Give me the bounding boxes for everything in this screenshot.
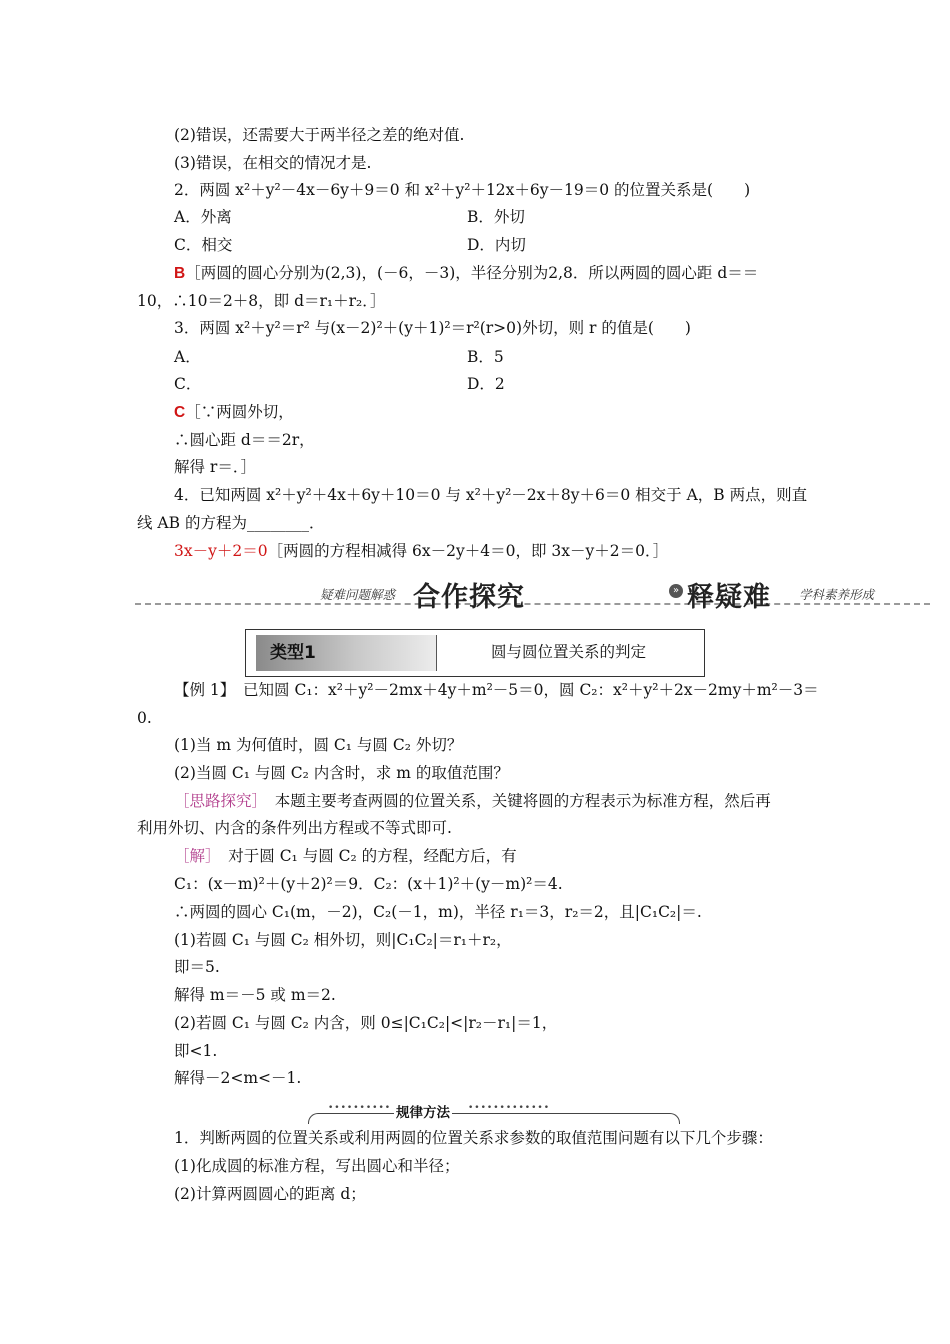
text-line [137, 291, 386, 311]
text-line [174, 263, 758, 284]
text-line [137, 708, 152, 728]
banner-title-right: 释疑难 [687, 582, 771, 613]
line-text: 10，∴10＝2＋8，即 d＝r₁＋r₂．］ [137, 292, 386, 310]
text-line [174, 902, 702, 922]
line-text: ∴圆心距 d＝＝2r， [174, 431, 315, 449]
line-text: (2)计算两圆圆心的距离 d； [174, 1185, 366, 1203]
answer-letter: C [174, 404, 186, 421]
type-title: 圆与圆位置关系的判定 [491, 643, 647, 661]
line-text: ［两圆的方程相减得 6x－2y＋4＝0，即 3x－y＋2＝0．］ [267, 542, 669, 560]
method-strip [308, 1101, 680, 1123]
method-arc [308, 1113, 680, 1124]
line-text: 【例 1】 已知圆 C₁：x²＋y²－2mx＋4y＋m²－5＝0，圆 C₂：x²＋y²＋2x－2my＋m²－3＝ [174, 681, 819, 699]
line-text: 对于圆 C₁ 与圆 C₂ 的方程，经配方后，有 [212, 847, 517, 865]
type-box-divider [436, 635, 437, 671]
line-text: (1)若圆 C₁ 与圆 C₂ 相外切，则|C₁C₂|＝r₁＋r₂， [174, 931, 512, 949]
line-text: D．2 [467, 375, 505, 393]
text-line [174, 1128, 773, 1148]
text-line [174, 1013, 557, 1033]
line-text: (2)当圆 C₁ 与圆 C₂ 内含时，求 m 的取值范围？ [174, 764, 509, 782]
line-text: (3)错误，在相交的情况才是. [174, 154, 372, 172]
text-line [467, 374, 505, 394]
line-text: D．内切 [467, 236, 526, 254]
section-banner [135, 575, 930, 611]
line-text: 1．判断两圆的位置关系或利用两圆的位置关系求参数的取值范围问题有以下几个步骤： [174, 1129, 773, 1147]
text-line [174, 1068, 301, 1088]
text-line [174, 1156, 459, 1176]
method-dots-left: •••••••••• [328, 1103, 392, 1113]
text-line [174, 235, 232, 255]
text-line [174, 374, 201, 394]
text-line [174, 985, 336, 1005]
text-line [174, 180, 750, 200]
line-text: 解得－2<m<－1. [174, 1069, 302, 1087]
text-line [174, 207, 232, 227]
text-line [174, 485, 807, 505]
line-text: 2．两圆 x²＋y²－4x－6y＋9＝0 和 x²＋y²＋12x＋6y－19＝0 的位置关系是( ) [174, 181, 751, 199]
line-text: C₁：(x－m)²＋(y＋2)²＝9．C₂：(x＋1)²＋(y－m)²＝4. [174, 875, 563, 893]
text-line [174, 1041, 217, 1061]
text-line [174, 957, 220, 977]
line-text: (1)当 m 为何值时，圆 C₁ 与圆 C₂ 外切？ [174, 736, 463, 754]
answer-text: 3x－y＋2＝0 [174, 542, 268, 560]
text-line [467, 207, 525, 227]
text-line [174, 402, 294, 423]
line-text: B．5 [467, 348, 504, 366]
text-line [467, 235, 526, 255]
text-line [174, 347, 201, 367]
line-text: 解得 r＝．］ [174, 458, 257, 476]
text-line [174, 541, 668, 561]
text-line [137, 818, 452, 838]
line-text: A． [174, 348, 201, 366]
double-arrow-icon: » [669, 584, 683, 598]
line-text: C．相交 [174, 236, 233, 254]
text-line [174, 1184, 366, 1204]
line-text: B．外切 [467, 208, 525, 226]
method-dots-right: ••••••••••••• [468, 1103, 551, 1113]
line-text: 解得 m＝－5 或 m＝2. [174, 986, 336, 1004]
type-label: 类型1 [270, 643, 316, 663]
line-text: 即＝5. [174, 958, 220, 976]
text-line [137, 513, 324, 533]
line-text: 线 AB 的方程为________． [137, 514, 325, 532]
line-text: ［∵两圆外切， [185, 403, 294, 421]
line-text: 即<1. [174, 1042, 218, 1060]
line-text: ∴两圆的圆心 C₁(m，－2)，C₂(－1，m)，半径 r₁＝3，r₂＝2，且|C₁C₂|＝. [174, 903, 702, 921]
text-line [174, 735, 462, 755]
section-tag: ［思路探究］ [174, 792, 260, 810]
text-line [174, 846, 517, 866]
section-tag: ［解］ [174, 847, 213, 865]
text-line [174, 763, 509, 783]
banner-title-left: 合作探究 [413, 582, 525, 613]
method-label: 规律方法 [394, 1101, 452, 1121]
line-text: 本题主要考查两圆的位置关系，关键将圆的方程表示为标准方程，然后再 [259, 792, 771, 810]
line-text: 4．已知两圆 x²＋y²＋4x＋6y＋10＝0 与 x²＋y²－2x＋8y＋6＝0 相交于 A，B 两点，则直 [174, 486, 808, 504]
banner-dashed-line [135, 603, 930, 605]
line-text: (2)若圆 C₁ 与圆 C₂ 内含，则 0≤|C₁C₂|<|r₂－r₁|＝1， [174, 1014, 558, 1032]
text-line [174, 874, 563, 894]
text-line [174, 125, 464, 145]
text-line [174, 791, 771, 811]
line-text: 0. [137, 709, 152, 727]
type-heading-box [245, 629, 705, 677]
line-text: (1)化成圆的标准方程，写出圆心和半径； [174, 1157, 460, 1175]
line-text: 3．两圆 x²＋y²＝r² 与(x－2)²＋(y＋1)²＝r²(r>0)外切，则 r 的值是( ) [174, 319, 691, 337]
line-text: (2)错误，还需要大于两半径之差的绝对值. [174, 126, 465, 144]
line-text: 利用外切、内含的条件列出方程或不等式即可. [137, 819, 452, 837]
text-line [174, 153, 371, 173]
line-text: C． [174, 375, 202, 393]
text-line [174, 680, 819, 700]
text-line [174, 930, 512, 950]
answer-letter: B [174, 265, 186, 282]
text-line [174, 457, 256, 477]
line-text: ［两圆的圆心分别为(2,3)，(－6，－3)，半径分别为2,8．所以两圆的圆心距 d＝＝ [185, 264, 759, 282]
text-line [467, 347, 504, 367]
line-text: A．外离 [174, 208, 232, 226]
banner-right-caption: 学科素养形成 [799, 587, 875, 602]
text-line [174, 430, 315, 450]
banner-left-caption: 疑难问题解惑 [320, 587, 396, 602]
text-line [174, 318, 691, 338]
